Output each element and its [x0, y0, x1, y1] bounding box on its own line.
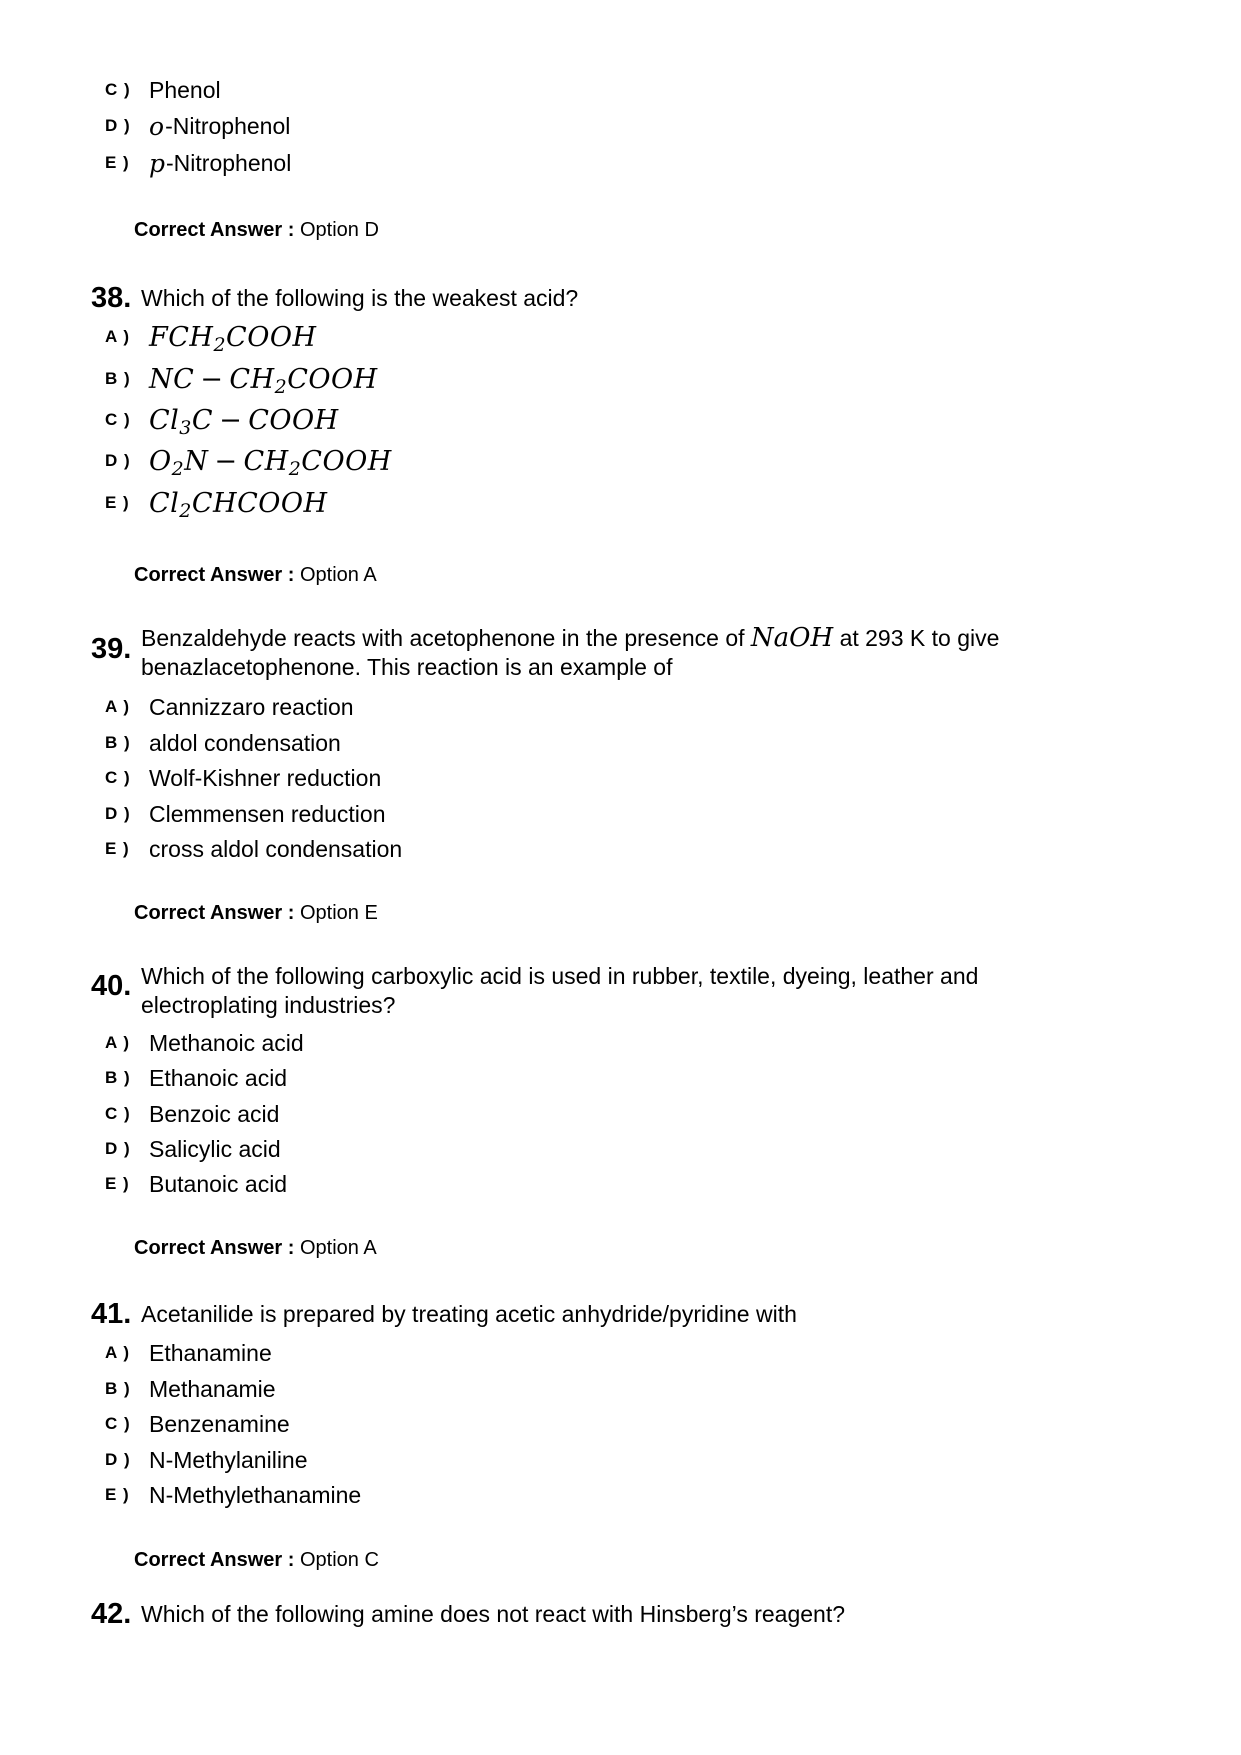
option-c[interactable] [105, 75, 221, 105]
question-text: Which of the following amine does not react with Hinsberg’s reagent? [141, 1601, 846, 1627]
option-d[interactable] [105, 1445, 308, 1475]
correct-answer-label: Correct Answer : [134, 902, 295, 924]
option-label: B ) [105, 1068, 131, 1087]
question-line-2: benazlacetophenone. This reaction is an example of [141, 654, 673, 680]
option-label: D ) [105, 451, 131, 470]
option-label: B ) [105, 369, 131, 388]
option-label: C ) [105, 1414, 131, 1433]
option-label: A ) [105, 1343, 131, 1362]
option-text: Wolf-Kishner reduction [149, 764, 382, 791]
option-c[interactable] [105, 1099, 279, 1129]
option-formula: $O_2N$ − $CH_2COOH$ [149, 445, 392, 480]
option-label: E ) [105, 493, 130, 512]
option-e[interactable] [105, 1169, 287, 1199]
option-d[interactable] [105, 1134, 281, 1164]
option-text: Ethanoic acid [149, 1064, 288, 1091]
question-text [141, 962, 978, 1020]
option-text: Butanoic acid [149, 1170, 288, 1197]
option-label: A ) [105, 697, 131, 716]
option-text: Clemmensen reduction [149, 800, 386, 827]
option-e[interactable] [105, 487, 328, 522]
option-label: A ) [105, 1033, 131, 1052]
option-b[interactable] [105, 728, 341, 758]
option-a[interactable] [105, 1028, 304, 1058]
correct-answer-label: Correct Answer : [134, 1237, 295, 1259]
option-a[interactable] [105, 692, 354, 722]
option-e[interactable] [105, 834, 402, 864]
option-text: Ethanamine [149, 1339, 272, 1366]
correct-answer-value: Option D [299, 219, 379, 241]
option-b[interactable] [105, 363, 378, 398]
option-formula: $Cl_2CHCOOH$ [149, 487, 328, 522]
correct-answer-value: Option C [299, 1549, 379, 1571]
question-number: 42. [91, 1598, 132, 1630]
correct-answer-label: Correct Answer : [134, 219, 295, 241]
option-d[interactable] [105, 445, 392, 480]
option-text: Phenol [149, 76, 221, 103]
option-a[interactable] [105, 321, 317, 356]
option-c[interactable] [105, 1409, 290, 1439]
question-number: 39. [91, 633, 132, 665]
option-text: -Nitrophenol [166, 149, 292, 176]
question-text [141, 624, 999, 682]
correct-answer [134, 902, 378, 925]
option-label: E ) [105, 1174, 130, 1193]
option-label: D ) [105, 116, 131, 135]
correct-answer [134, 1237, 377, 1260]
option-text: Salicylic acid [149, 1135, 281, 1162]
correct-answer-value: Option E [299, 902, 378, 924]
option-e[interactable] [105, 148, 291, 178]
option-label: E ) [105, 1485, 130, 1504]
option-label: D ) [105, 1450, 131, 1469]
option-text: Methanamie [149, 1375, 276, 1402]
option-label: D ) [105, 804, 131, 823]
correct-answer [134, 1549, 379, 1572]
option-c[interactable] [105, 404, 339, 439]
question-number: 41. [91, 1298, 132, 1330]
correct-answer-value: Option A [299, 564, 377, 586]
option-b[interactable] [105, 1374, 276, 1404]
option-text: N-Methylaniline [149, 1446, 308, 1473]
option-text: aldol condensation [149, 729, 341, 756]
option-b[interactable] [105, 1063, 287, 1093]
option-text: Methanoic acid [149, 1029, 304, 1056]
option-formula: $FCH_2COOH$ [149, 321, 317, 356]
option-label: C ) [105, 410, 131, 429]
option-c[interactable] [105, 763, 381, 793]
correct-answer-label: Correct Answer : [134, 564, 295, 586]
question-line-2: electroplating industries? [141, 992, 396, 1018]
option-text: N-Methylethanamine [149, 1481, 362, 1508]
correct-answer-value: Option A [299, 1237, 377, 1259]
question-number: 38. [91, 282, 132, 314]
option-text: cross aldol condensation [149, 835, 403, 862]
option-label: D ) [105, 1139, 131, 1158]
option-label: E ) [105, 153, 130, 172]
option-label: C ) [105, 768, 131, 787]
option-d[interactable] [105, 799, 386, 829]
option-e[interactable] [105, 1480, 361, 1510]
option-label: C ) [105, 80, 131, 99]
correct-answer-label: Correct Answer : [134, 1549, 295, 1571]
option-label: E ) [105, 839, 130, 858]
option-prefix-italic: p [149, 148, 166, 178]
correct-answer [134, 564, 377, 587]
option-a[interactable] [105, 1338, 272, 1368]
question-text: Which of the following is the weakest acid? [141, 285, 579, 311]
correct-answer [134, 219, 379, 242]
option-text: Cannizzaro reaction [149, 693, 354, 720]
option-label: A ) [105, 327, 131, 346]
question-line-1: Benzaldehyde reacts with acetophenone in the presence of NaOH at 293 K to give [141, 623, 1000, 653]
option-label: C ) [105, 1104, 131, 1123]
question-line-1: Which of the following carboxylic acid is used in rubber, textile, dyeing, leather and [141, 963, 979, 989]
option-text: Benzoic acid [149, 1100, 280, 1127]
question-number: 40. [91, 970, 132, 1002]
question-text: Acetanilide is prepared by treating acetic anhydride/pyridine with [141, 1301, 797, 1327]
option-formula: $Cl_3C$ − COOH [149, 404, 339, 439]
option-text: -Nitrophenol [165, 112, 291, 139]
option-prefix-italic: o [149, 111, 165, 141]
question-formula: NaOH [750, 623, 834, 653]
option-text: Benzenamine [149, 1410, 290, 1437]
option-label: B ) [105, 1379, 131, 1398]
option-formula: NC − $CH_2COOH$ [149, 363, 378, 398]
option-label: B ) [105, 733, 131, 752]
option-d[interactable] [105, 111, 290, 141]
